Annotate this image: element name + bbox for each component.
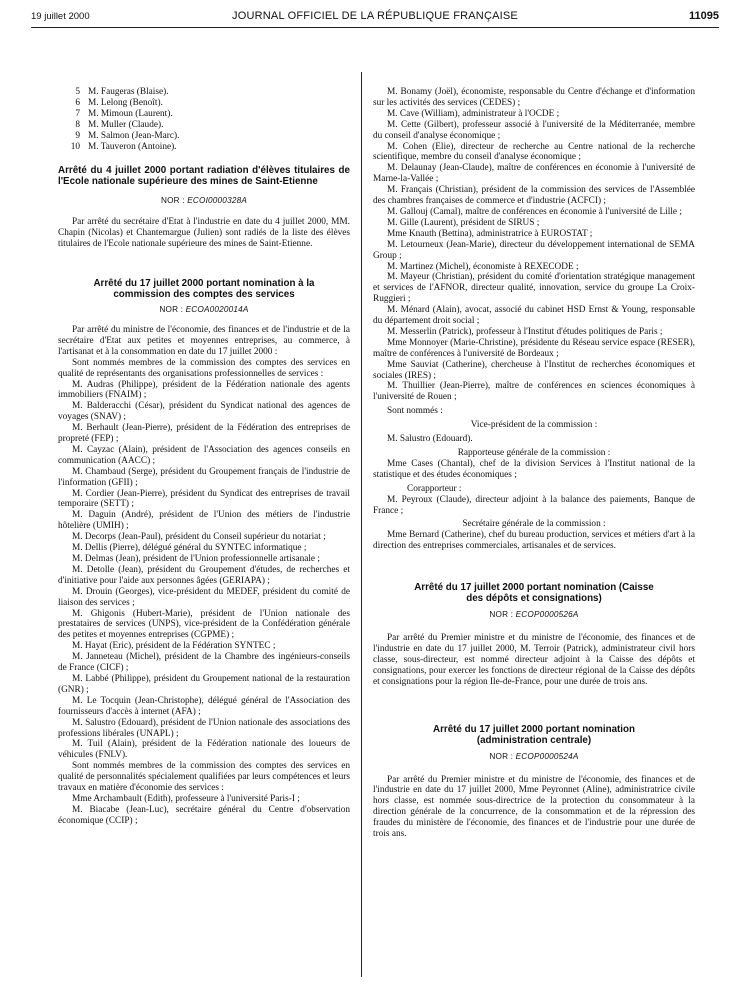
paragraph: M. Salustro (Edouard). <box>387 434 473 445</box>
paragraph: Mme Sauviat (Catherine), chercheuse à l'Institut de recherches économiques et sociales (IRES) ; <box>373 359 695 381</box>
paragraph: M. Berhault (Jean-Pierre), président de la Fédération des entreprises de propreté (FEP) ; <box>58 423 350 445</box>
paragraph: Mme Archambault (Edith), professeure à l'université Paris-I ; <box>72 793 300 804</box>
paragraph: Mme Knauth (Bettina), administratrice à EUROSTAT ; <box>387 228 593 239</box>
paragraph: M. Cave (William), administrateur à l'OCDE ; <box>387 108 560 119</box>
paragraph: M. Le Tocquin (Jean-Christophe), délégué général de l'Association des fournisseurs d'accès à internet (AFA) ; <box>58 695 350 717</box>
paragraph: M. Messerlin (Patrick), professeur à l'Institut d'études politiques de Paris ; <box>387 326 663 337</box>
paragraph: M. Dellis (Pierre), délégué général du SYNTEC informatique ; <box>72 543 307 554</box>
paragraph: Par arrêté du ministre de l'économie, des finances et de l'industrie et de la secrétaire d'Etat aux petites et moyennes entreprises, au commerce, à l'artisanat et à la consommation en date du 17 juillet 2000 : <box>58 324 350 357</box>
page-number: 11095 <box>689 10 719 22</box>
list-item: 6 M. Lelong (Benoît). <box>75 97 163 108</box>
article-title: Arrêté du 17 juillet 2000 portant nomination (Caisse des dépôts et consignations) <box>414 582 654 605</box>
paragraph: Mme Monnoyer (Marie-Christine), présidente du Réseau service espace (RESER), maître de conférences à l'université de Bordeaux ; <box>373 337 695 359</box>
role-heading: Secrétaire générale de la commission : <box>462 519 606 530</box>
paragraph: M. Chambaud (Serge), président du Groupement français de l'industrie de l'information (GFII) ; <box>58 466 350 488</box>
paragraph: M. Martinez (Michel), économiste à REXECODE ; <box>387 261 579 272</box>
paragraph: M. Peyroux (Claude), directeur adjoint à la balance des paiements, Banque de France ; <box>373 494 695 516</box>
paragraph: M. Detolle (Jean), président du Groupement d'études, de recherches et d'initiative pour l'aide aux personnes âgées (GERIAPA) ; <box>58 564 350 586</box>
article-administration-centrale <box>373 724 695 840</box>
paragraph: M. Labbé (Philippe), président du Groupement national de la restauration (GNR) ; <box>58 673 350 695</box>
paragraph: M. Salustro (Edouard), président de l'Union nationale des associations des professions libérales (UNAPL) ; <box>58 717 350 739</box>
header-date: 19 juillet 2000 <box>31 11 90 22</box>
nor-reference: NOR : ECOP0000526A <box>489 610 579 620</box>
paragraph: M. Decorps (Jean-Paul), président du Conseil supérieur du notariat ; <box>72 532 326 543</box>
paragraph: M. Gallouj (Camal), maître de conférences en économie à l'université de Lille ; <box>387 206 682 217</box>
role-heading: Vice-président de la commission : <box>470 420 598 431</box>
paragraph: M. Hayat (Eric), président de la Fédération SYNTEC ; <box>72 641 276 652</box>
paragraph: Mme Cases (Chantal), chef de la division Services à l'Institut national de la statistique et des études économiques ; <box>373 458 695 480</box>
paragraph: M. Daguin (André), président de l'Union des métiers de l'industrie hôtelière (UMIH) ; <box>58 510 350 532</box>
paragraph: Par arrêté du Premier ministre et du ministre de l'économie, des finances et de l'industrie en date du 17 juillet 2000, M. Terroir (Patrick), administrateur civil hors classe, sous-directeur, est nommé directeur adjoint à la Caisse des dépôts et consignations, pour exercer les fonctions de directeur régional de la Caisse des dépôts et consignations pour la région Ile-de-France, pour une durée de trois ans. <box>373 633 695 687</box>
members-list <box>58 87 350 152</box>
paragraph: M. Audras (Philippe), président de la Fédération nationale des agents immobiliers (FNAIM) ; <box>58 379 350 401</box>
nor-reference: NOR : ECOA0020014A <box>159 305 249 315</box>
role-heading: Rapporteuse générale de la commission : <box>457 448 611 458</box>
paragraph: M. Balderacchi (César), président du Syndicat national des agences de voyages (SNAV) ; <box>58 401 350 423</box>
paragraph: M. Cohen (Elie), directeur de recherche au Centre national de la recherche scientifique, membre du conseil d'analyse économique ; <box>373 141 695 163</box>
paragraph: M. Mayeur (Christian), président du comité d'orientation stratégique management et services de l'AFNOR, directeur qualité, innovation, service du groupe La Croix-Ruggieri ; <box>373 272 695 305</box>
article-commission-comptes-continued <box>373 87 695 552</box>
journal-title: JOURNAL OFFICIEL DE LA RÉPUBLIQUE FRANÇAISE <box>232 10 518 22</box>
article-title: Arrêté du 17 juillet 2000 portant nomination à la commission des comptes des services <box>93 278 315 301</box>
paragraph: M. Tuil (Alain), président de la Fédération nationale des loueurs de véhicules (FNLV). <box>58 739 350 761</box>
paragraph: M. Letourneux (Jean-Marie), directeur du développement international de SEMA Group ; <box>373 239 695 261</box>
right-column <box>373 87 695 840</box>
paragraph: M. Ménard (Alain), avocat, associé du cabinet HSD Ernst & Young, responsable du département droit social ; <box>373 305 695 327</box>
article-caisse-depots <box>373 582 695 687</box>
list-item: 10 M. Tauveron (Antoine). <box>70 141 177 152</box>
paragraph: M. Thuillier (Jean-Pierre), maître de conférences en sciences économiques à l'université de Rouen ; <box>373 381 695 403</box>
left-column <box>58 87 350 827</box>
paragraph: M. Biacabe (Jean-Luc), secrétaire général du Centre d'observation économique (CCIP) ; <box>58 804 350 826</box>
paragraph: Sont nommés membres de la commission des comptes des services en qualité de personnalités spécialement qualifiées par leurs compétences et leurs travaux en matière d'économie des services : <box>58 761 350 794</box>
list-item: 8 M. Muller (Claude). <box>75 119 164 130</box>
paragraph: Par arrêté du Premier ministre et du ministre de l'économie, des finances et de l'industrie en date du 17 juillet 2000, Mme Peyronnet (Aline), administratrice civile hors classe, est nommée sous-directrice de la protection du consommateur à la direction générale de la concurrence, de la consommation et de la répression des fraudes du ministère de l'économie, des finances et de l'industrie pour une durée de trois ans. <box>373 774 695 840</box>
list-item: 5 M. Faugeras (Blaise). <box>75 87 169 97</box>
paragraph: Sont nommés membres de la commission des comptes des services en qualité de représentants des organisations professionnelles de services : <box>58 357 350 379</box>
article-radiation <box>58 165 350 250</box>
paragraph: M. Bonamy (Joël), économiste, responsable du Centre d'échange et d'information sur les activités des services (CEDES) ; <box>373 87 695 108</box>
paragraph: M. Cayzac (Alain), président de l'Association des agences conseils en communication (AACC) ; <box>58 444 350 466</box>
paragraph: M. Drouin (Georges), vice-président du MEDEF, président du comité de liaison des services ; <box>58 586 350 608</box>
page-header <box>31 10 719 28</box>
column-divider <box>361 72 362 977</box>
list-item: 7 M. Mimoun (Laurent). <box>75 108 173 119</box>
paragraph: M. Gille (Laurent), président de SIRUS ; <box>387 217 540 228</box>
header-rule <box>31 27 719 28</box>
paragraph: M. Cordier (Jean-Pierre), président du Syndicat des entreprises de travail temporaire (SETT) ; <box>58 488 350 510</box>
role-heading: Corapporteur : <box>407 483 462 494</box>
paragraph: Sont nommés : <box>387 406 443 417</box>
nor-reference: NOR : ECOP0000524A <box>489 751 579 761</box>
paragraph: M. Delmas (Jean), président de l'Union professionnelle artisanale ; <box>72 554 320 564</box>
paragraph: M. Cette (Gilbert), professeur associé à l'université de la Méditerranée, membre du conseil d'analyse économique ; <box>373 119 695 141</box>
article-title: Arrêté du 4 juillet 2000 portant radiation d'élèves titulaires de l'Ecole nationale supérieure des mines de Saint-Etienne <box>58 165 350 188</box>
paragraph: M. Français (Christian), président de la commission des services de l'Assemblée des chambres françaises de commerce et d'industrie (ACFCI) ; <box>373 185 695 207</box>
article-commission-comptes <box>58 278 350 827</box>
paragraph: Mme Bernard (Catherine), chef du bureau production, services et métiers d'art à la direction des entreprises commerciales, artisanales et de services. <box>373 530 695 552</box>
list-item: 9 M. Salmon (Jean-Marc). <box>75 130 180 141</box>
paragraph: M. Ghigonis (Hubert-Marie), président de l'Union nationale des prestataires de services (UNPS), vice-président de la Confédération générale des petites et moyennes entreprises (CGPME) ; <box>58 608 350 641</box>
paragraph: M. Delaunay (Jean-Claude), maître de conférences en économie à l'université de Marne-la-Vallée ; <box>373 163 695 185</box>
nor-reference: NOR : ECOI0000328A <box>161 196 247 206</box>
paragraph: M. Janneteau (Michel), président de la Chambre des ingénieurs-conseils de France (CICF) ; <box>58 652 350 674</box>
article-title: Arrêté du 17 juillet 2000 portant nomination (administration centrale) <box>433 723 635 746</box>
paragraph: Par arrêté du secrétaire d'Etat à l'industrie en date du 4 juillet 2000, MM. Chapin (Nicolas) et Chantemargue (Julien) sont radiés de la liste des élèves titulaires de l'Ecole nationale supérieure des mines de Saint-Etienne. <box>58 217 350 250</box>
